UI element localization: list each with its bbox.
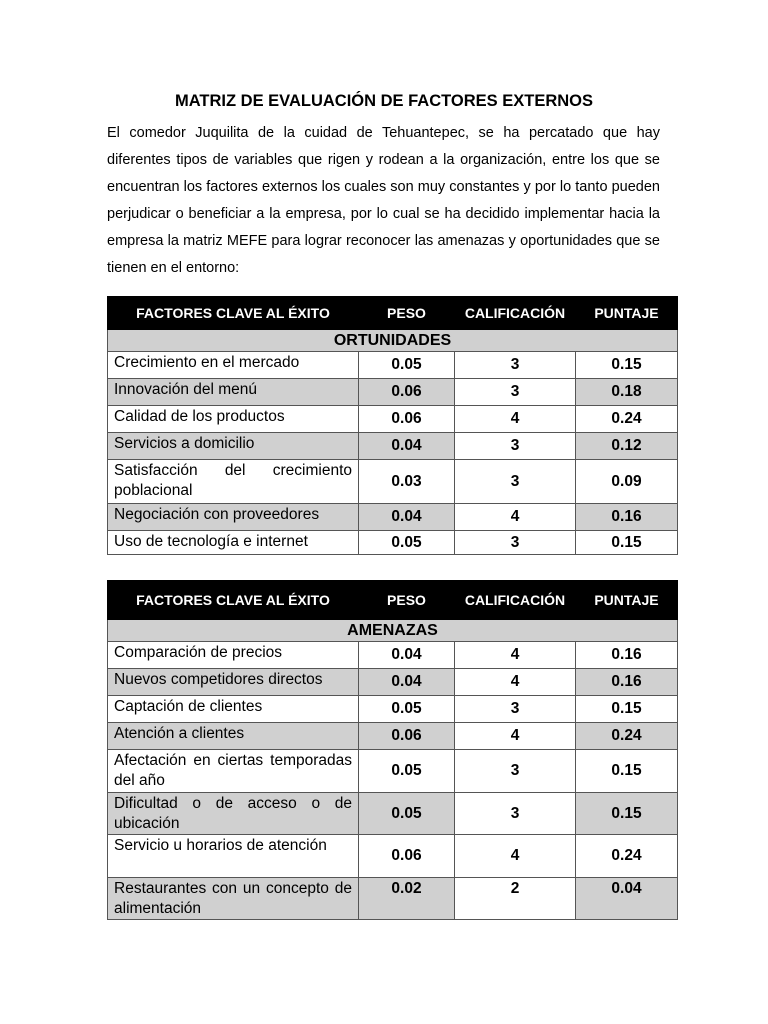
peso-cell: 0.04 (359, 642, 455, 669)
table-row (108, 504, 678, 531)
calificacion-cell: 3 (455, 750, 576, 793)
puntaje-cell: 0.15 (576, 531, 678, 555)
peso-cell: 0.02 (359, 878, 455, 920)
factor-cell: Crecimiento en el mercado (108, 352, 359, 379)
calificacion-cell: 4 (455, 642, 576, 669)
peso-cell: 0.04 (359, 504, 455, 531)
factor-cell: Restaurantes con un concepto de alimentación (108, 878, 359, 920)
table-row (108, 379, 678, 406)
puntaje-cell: 0.12 (576, 433, 678, 460)
factor-cell: Calidad de los productos (108, 406, 359, 433)
factor-cell: Innovación del menú (108, 379, 359, 406)
header-peso: PESO (359, 297, 455, 330)
table-row (108, 669, 678, 696)
peso-cell: 0.05 (359, 352, 455, 379)
puntaje-cell: 0.15 (576, 793, 678, 835)
factor-cell: Uso de tecnología e internet (108, 531, 359, 555)
puntaje-cell: 0.18 (576, 379, 678, 406)
calificacion-cell: 4 (455, 669, 576, 696)
factor-cell: Captación de clientes (108, 696, 359, 723)
table-row (108, 835, 678, 878)
table-row (108, 878, 678, 920)
header-calificacion: CALIFICACIÓN (455, 297, 576, 330)
peso-cell: 0.05 (359, 793, 455, 835)
factor-cell: Atención a clientes (108, 723, 359, 750)
puntaje-cell: 0.16 (576, 642, 678, 669)
calificacion-cell: 3 (455, 379, 576, 406)
peso-cell: 0.05 (359, 750, 455, 793)
table-header-row (108, 297, 678, 330)
factor-cell: Servicio u horarios de atención (108, 835, 359, 878)
header-calificacion: CALIFICACIÓN (455, 581, 576, 620)
document-title: MATRIZ DE EVALUACIÓN DE FACTORES EXTERNOS (174, 92, 594, 110)
table-row (108, 793, 678, 835)
table-row (108, 642, 678, 669)
header-factores: FACTORES CLAVE AL ÉXITO (108, 581, 359, 620)
header-puntaje: PUNTAJE (576, 581, 678, 620)
section-title-oportunidades: ORTUNIDADES (108, 330, 678, 352)
table-header-row (108, 581, 678, 620)
table-row (108, 352, 678, 379)
table-row (108, 406, 678, 433)
table-row (108, 460, 678, 504)
peso-cell: 0.06 (359, 723, 455, 750)
calificacion-cell: 4 (455, 504, 576, 531)
table-row (108, 723, 678, 750)
calificacion-cell: 2 (455, 878, 576, 920)
puntaje-cell: 0.15 (576, 696, 678, 723)
puntaje-cell: 0.15 (576, 352, 678, 379)
puntaje-cell: 0.24 (576, 406, 678, 433)
puntaje-cell: 0.16 (576, 669, 678, 696)
table-row (108, 433, 678, 460)
puntaje-cell: 0.15 (576, 750, 678, 793)
factor-cell: Afectación en ciertas temporadas del año (108, 750, 359, 793)
peso-cell: 0.05 (359, 696, 455, 723)
factor-cell: Nuevos competidores directos (108, 669, 359, 696)
calificacion-cell: 3 (455, 793, 576, 835)
calificacion-cell: 3 (455, 696, 576, 723)
peso-cell: 0.06 (359, 379, 455, 406)
puntaje-cell: 0.04 (576, 878, 678, 920)
calificacion-cell: 4 (455, 835, 576, 878)
section-row (108, 330, 678, 352)
peso-cell: 0.03 (359, 460, 455, 504)
calificacion-cell: 4 (455, 406, 576, 433)
puntaje-cell: 0.16 (576, 504, 678, 531)
factor-cell: Dificultad o de acceso o de ubicación (108, 793, 359, 835)
puntaje-cell: 0.09 (576, 460, 678, 504)
intro-paragraph: El comedor Juquilita de la cuidad de Tehuantepec, se ha percatado que hay diferentes tipos de variables que rigen y rodean a la organización, entre los que se encuentran los factores externos los cuales son muy constantes y por lo tanto pueden perjudicar o beneficiar a la empresa, por lo cual se ha decidido implementar hacia la empresa la matriz MEFE para lograr reconocer las amenazas y oportunidades que se tienen en el entorno: (107, 125, 660, 276)
factor-cell: Servicios a domicilio (108, 433, 359, 460)
peso-cell: 0.05 (359, 531, 455, 555)
calificacion-cell: 3 (455, 460, 576, 504)
opportunities-table (107, 296, 678, 555)
factor-cell: Negociación con proveedores (108, 504, 359, 531)
calificacion-cell: 4 (455, 723, 576, 750)
peso-cell: 0.06 (359, 406, 455, 433)
table-row (108, 696, 678, 723)
section-row (108, 620, 678, 642)
table-row (108, 531, 678, 555)
threats-table (107, 580, 678, 920)
header-factores: FACTORES CLAVE AL ÉXITO (108, 297, 359, 330)
puntaje-cell: 0.24 (576, 835, 678, 878)
peso-cell: 0.04 (359, 433, 455, 460)
peso-cell: 0.04 (359, 669, 455, 696)
table-row (108, 750, 678, 793)
factor-cell: Comparación de precios (108, 642, 359, 669)
header-puntaje: PUNTAJE (576, 297, 678, 330)
calificacion-cell: 3 (455, 352, 576, 379)
factor-cell: Satisfacción del crecimiento poblacional (108, 460, 359, 504)
calificacion-cell: 3 (455, 433, 576, 460)
puntaje-cell: 0.24 (576, 723, 678, 750)
calificacion-cell: 3 (455, 531, 576, 555)
peso-cell: 0.06 (359, 835, 455, 878)
section-title-amenazas: AMENAZAS (108, 620, 678, 642)
header-peso: PESO (359, 581, 455, 620)
